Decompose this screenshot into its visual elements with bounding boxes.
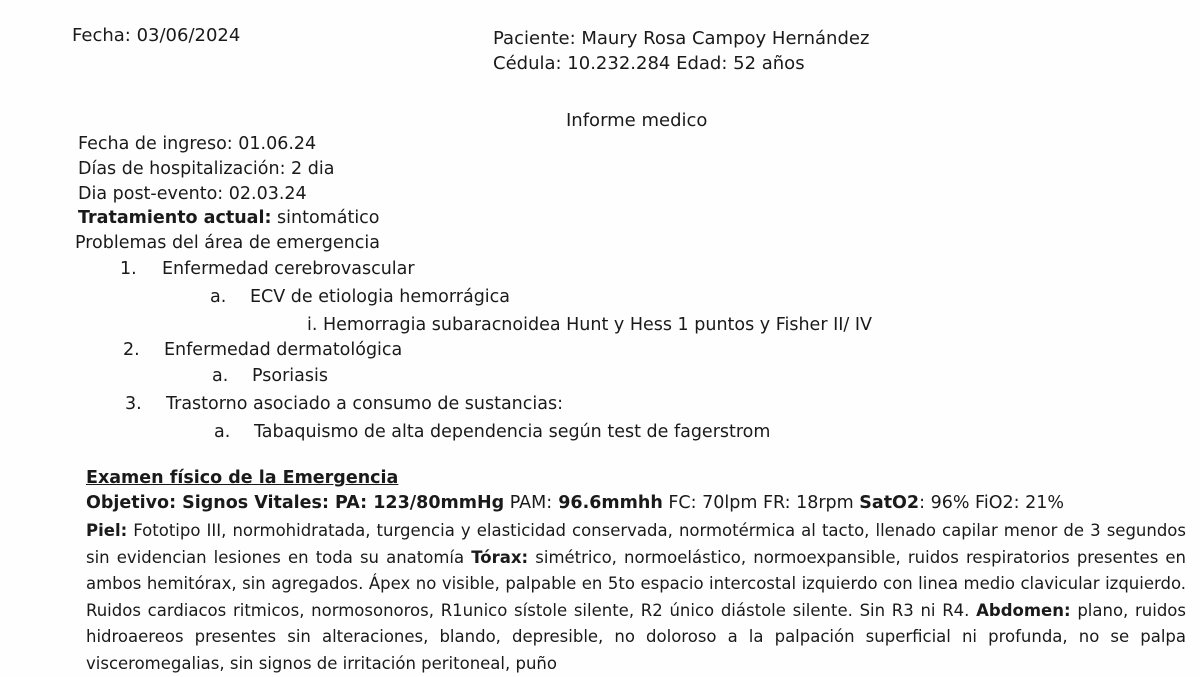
problem-1a-text: ECV de etiologia hemorrágica [250,287,511,307]
physical-exam-paragraph [86,518,1186,677]
problem-2a-text: Psoriasis [252,366,328,386]
problem-3a-text: Tabaquismo de alta dependencia según test de fagerstrom [254,422,771,442]
vitals-sat-value: : 96% FiO2: 21% [919,493,1064,513]
treatment-label: Tratamiento actual: [78,208,272,228]
abdomen-text: plano, ruidos hidroaereos presentes sin alteraciones, blando, depresible, no doloroso a la palpación superficial ni profunda, no se palpa visceromegalias, sin signos de irritación peritoneal, puño [86,600,1186,673]
hospital-days: Días de hospitalización: 2 dia [78,159,335,179]
admission-date: Fecha de ingreso: 01.06.24 [78,134,317,154]
problem-1-number: 1. [120,259,137,279]
patient-id-age: Cédula: 10.232.284 Edad: 52 años [493,53,805,74]
thorax-label: Tórax: [471,547,529,567]
vitals-fc-fr: FC: 70lpm FR: 18rpm [662,493,860,513]
current-treatment [78,208,380,228]
vitals-objective: Objetivo: Signos Vitales: PA: 123/80mmHg [86,493,505,513]
abdomen-label: Abdomen: [976,600,1071,620]
problem-3a-number: a. [214,422,231,442]
problem-1a-number: a. [210,287,227,307]
problem-1-text: Enfermedad cerebrovascular [162,259,415,279]
post-event-day: Dia post-evento: 02.03.24 [78,184,307,204]
skin-label: Piel: [86,521,128,540]
skin-text: Fototipo III, normohidratada, turgencia y elasticidad conservada, normotérmica al tacto, llenado capilar menor de 3 segundos sin evidencian lesiones en toda su anatomía [86,521,1186,567]
problem-3-text: Trastorno asociado a consumo de sustancias: [166,394,563,414]
problem-1ai-text: i. Hemorragia subaracnoidea Hunt y Hess 1 puntos y Fisher II/ IV [307,315,872,335]
problem-2-text: Enfermedad dermatológica [164,340,403,360]
problem-3-number: 3. [125,394,142,414]
report-title: Informe medico [566,110,708,131]
physical-exam-text [86,518,1186,677]
vital-signs [86,493,1064,513]
patient-name: Paciente: Maury Rosa Campoy Hernández [493,28,870,49]
problem-2-number: 2. [123,340,140,360]
vitals-sat-label: SatO2 [859,493,920,513]
vitals-pam-value: 96.6mmhh [552,493,663,513]
thorax-text: simétrico, normoelástico, normoexpansible, ruidos respiratorios presentes en ambos hemitórax, sin agregados. Ápex no visible, palpable en 5to espacio intercostal izquierdo con linea medio clavicular izquierdo. Ruidos cardiacos ritmicos, normosonoros, R1unico sístole silente, R2 único diástole silente. Sin R3 ni R4. [86,547,1187,620]
exam-heading: Examen físico de la Emergencia [86,468,399,488]
vitals-pam-label: PAM: [504,493,553,513]
treatment-value: sintomático [271,208,380,228]
report-date: Fecha: 03/06/2024 [72,25,241,46]
problems-heading: Problemas del área de emergencia [75,233,380,253]
problem-2a-number: a. [212,366,229,386]
